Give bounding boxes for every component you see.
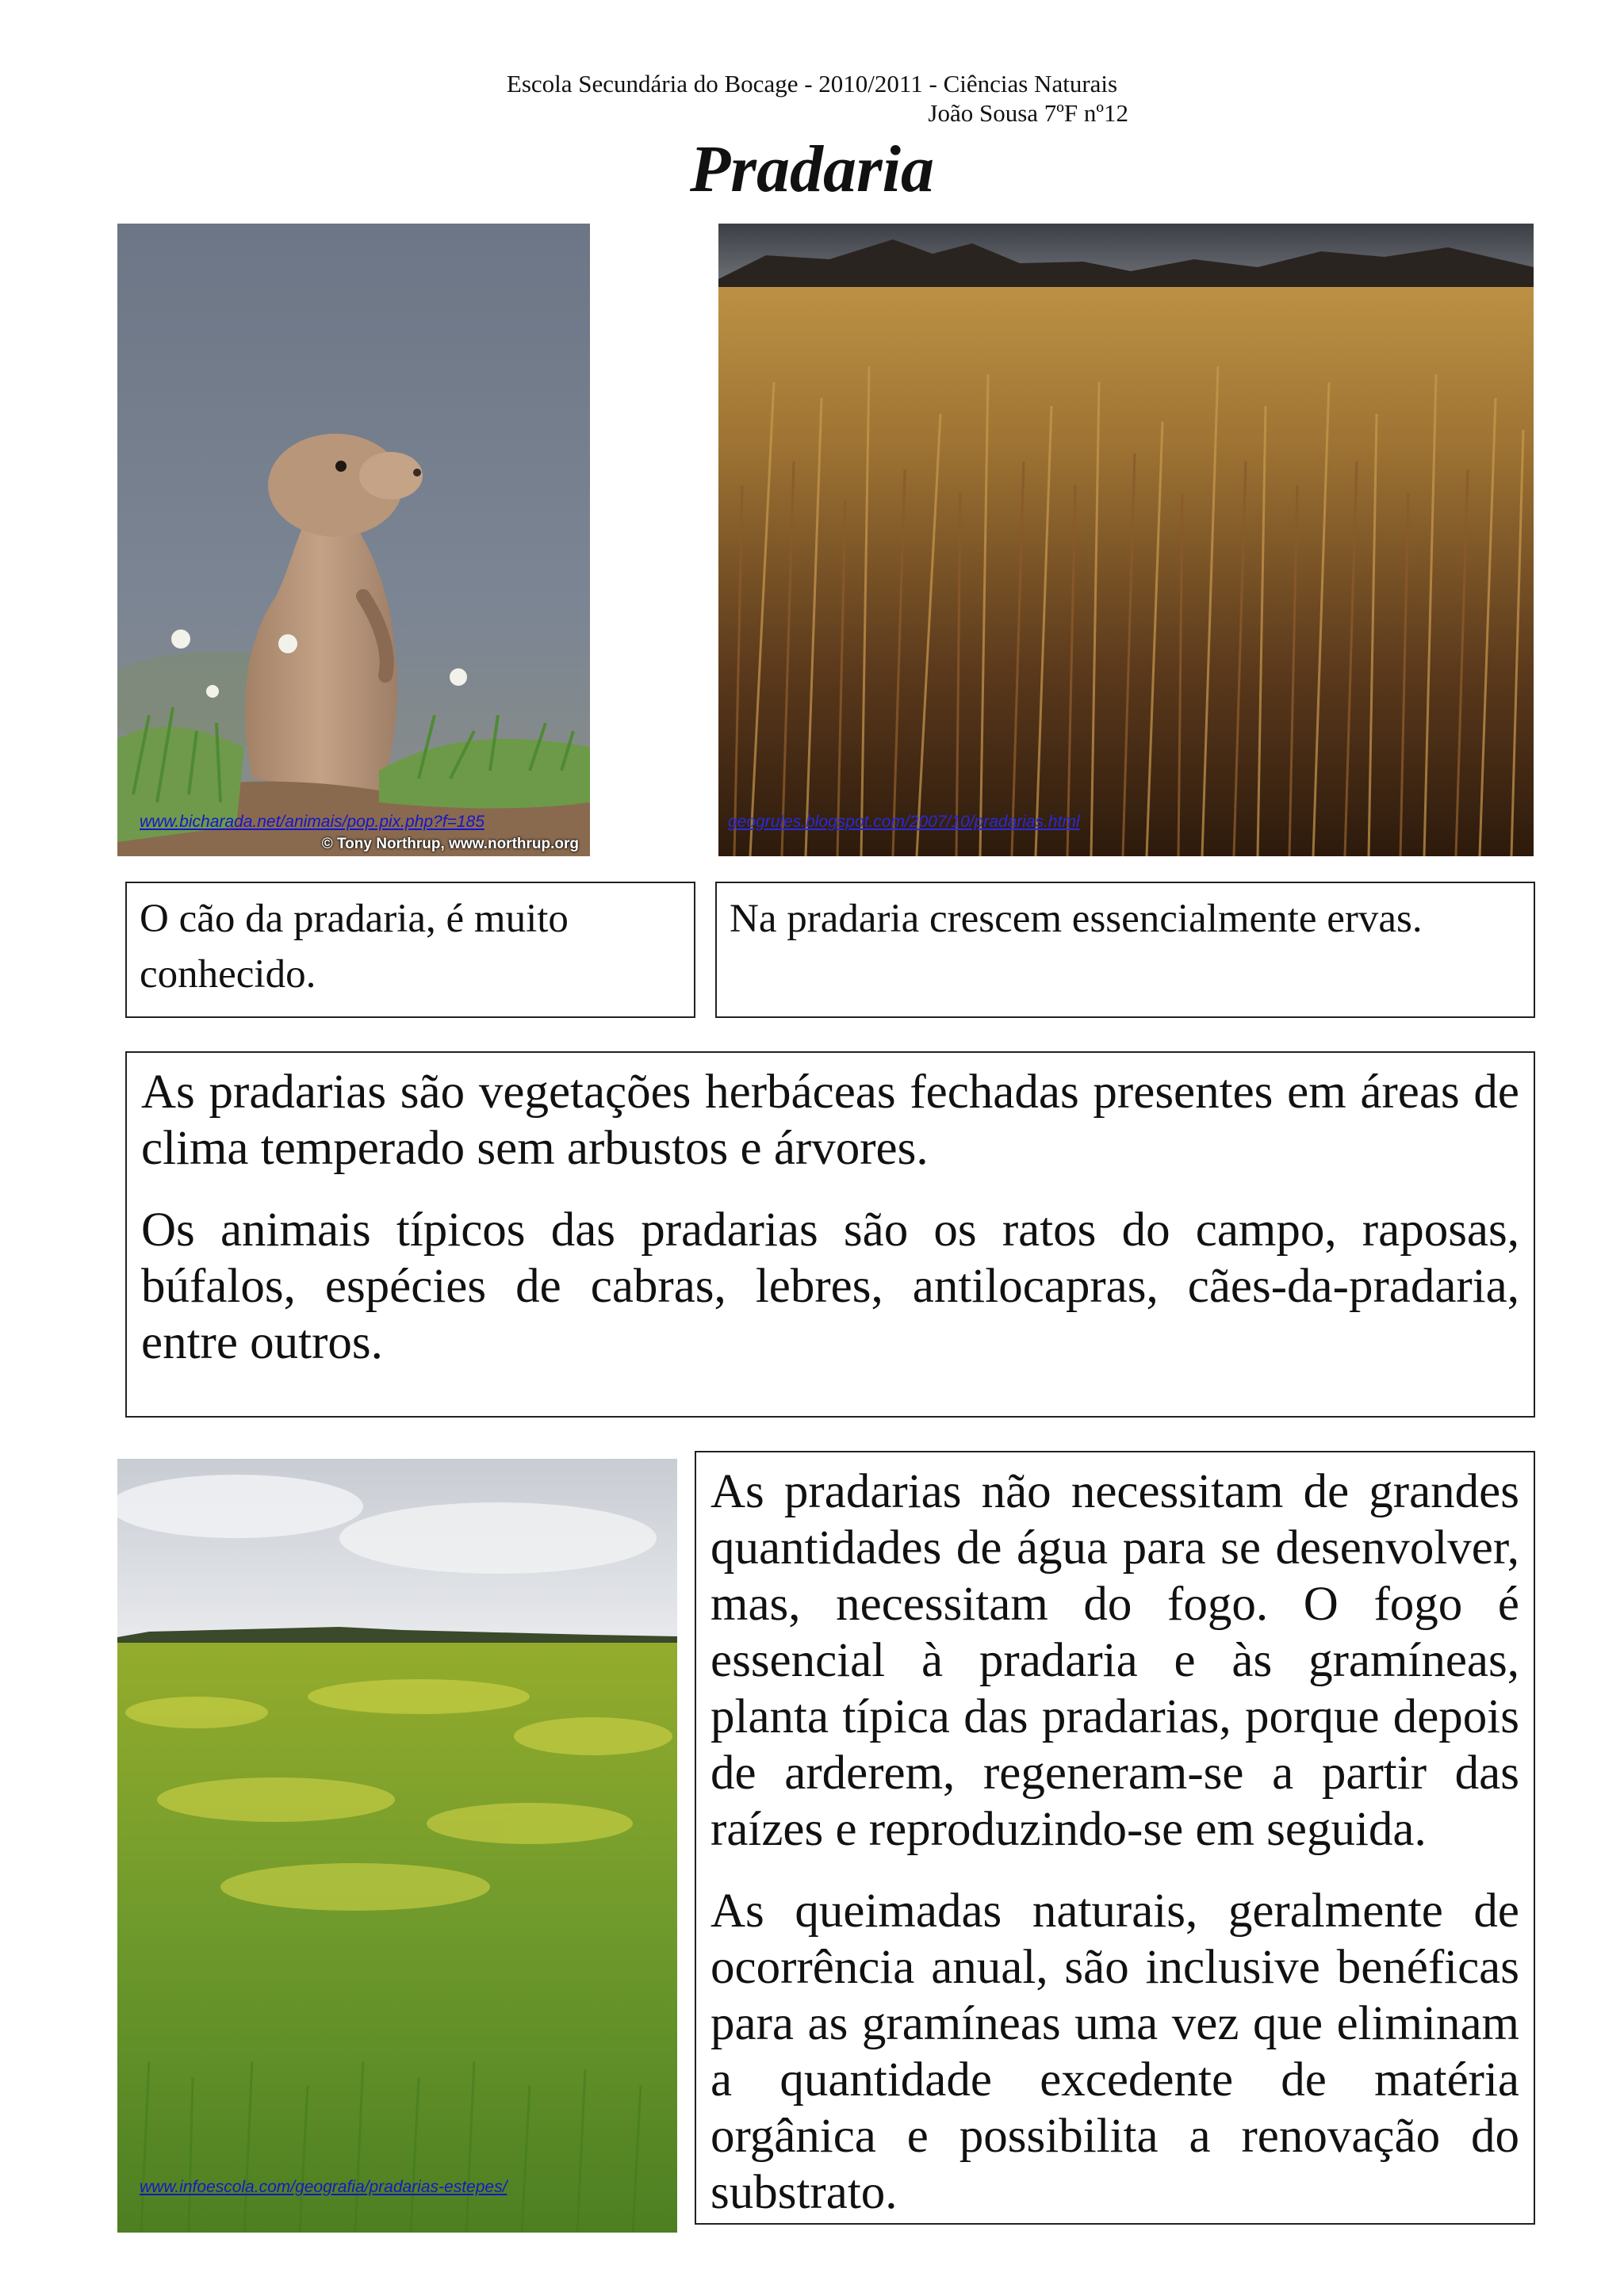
photo-watermark: © Tony Northrup, www.northrup.org — [321, 836, 579, 852]
page-title: Pradaria — [689, 132, 935, 206]
grass-field-photo — [718, 224, 1534, 856]
green-prairie-credit-link[interactable]: www.infoescola.com/geografia/pradarias-estepes/ — [140, 2178, 508, 2196]
author-line: João Sousa 7ºF nº12 — [928, 99, 1128, 127]
fire-ecology-box — [695, 1451, 1535, 2225]
description-paragraph-1: As pradarias são vegetações herbáceas fechadas presentes em áreas de clima temperado sem arbustos e árvores. — [141, 1066, 1519, 1175]
green-prairie-photo — [117, 1459, 677, 2233]
prairie-description-box — [125, 1051, 1535, 1418]
grass-field-credit-link[interactable]: geogrules.blogspot.com/2007/10/pradarias.html — [728, 813, 1080, 831]
fire-paragraph-2: As queimadas naturais, geralmente de ocorrência anual, são inclusive benéficas para as gramíneas uma vez que eliminam a quantidade excedente de matéria orgânica e possibilita a renovação do substrato. — [710, 1885, 1519, 2219]
prairie-dog-photo — [117, 224, 590, 856]
caption-prairie-dog: O cão da pradaria, é muito conhecido. — [125, 882, 695, 1018]
description-paragraph-2: Os animais típicos das pradarias são os ratos do campo, raposas, búfalos, espécies de cabras, lebres, antilocapras, cães-da-pradaria, entre outros. — [141, 1203, 1519, 1369]
prairie-dog-credit-link[interactable]: www.bicharada.net/animais/pop.pix.php?f=185 — [140, 813, 485, 831]
green-prairie-image — [117, 1459, 677, 2233]
caption-grass: Na pradaria crescem essencialmente ervas. — [715, 882, 1535, 1018]
prairie-dog-image — [117, 224, 590, 856]
school-header: Escola Secundária do Bocage - 2010/2011 - Ciências Naturais — [506, 70, 1118, 98]
fire-paragraph-1: As pradarias não necessitam de grandes quantidades de água para se desenvolver, mas, necessitam do fogo. O fogo é essencial à pradaria e às gramíneas, planta típica das pradarias, porque depois de arderem, regeneram-se a partir das raízes e reproduzindo-se em seguida. — [710, 1465, 1519, 1856]
grass-field-image — [718, 224, 1534, 856]
